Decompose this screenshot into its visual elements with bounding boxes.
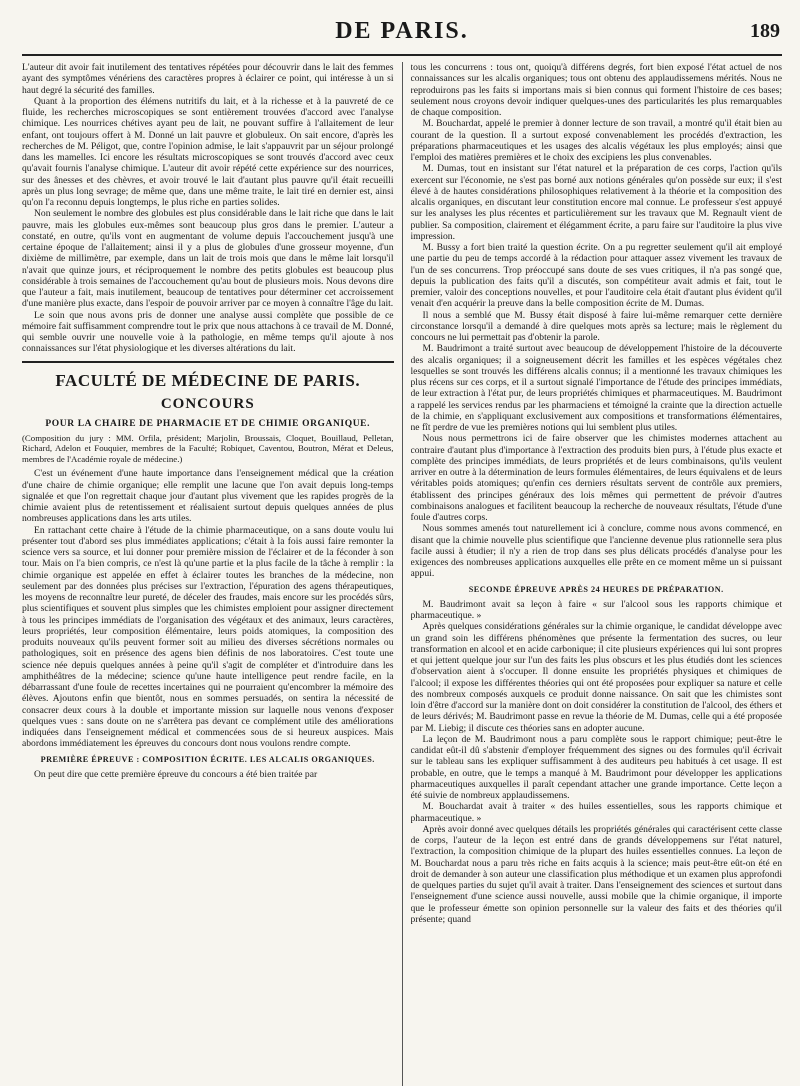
paragraph: M. Bouchardat avait à traiter « des huiles essentielles, sous les rapports chimique et pharmaceutique. » xyxy=(410,801,782,824)
paragraph: Nous nous permettrons ici de faire observer que les chimistes modernes attachent au contraire d'autant plus d'importance à l'extraction des produits bien purs, à l'étude plus exacte et complète des principes immédiats, de leurs propriétés et de leurs combinaisons, qu'ils veulent arriver en outre à la détermination de leurs formules élémentaires, de leurs équivalens et de leurs véritables poids atomiques; qu'enfin ces derniers résultats servent de contrôle aux premiers, établissent des principes généraux des lois mêmes qui permettent de prévoir d'autres combinaisons analogues et facilitent beaucoup la recherche de nouveaux résultats, l'étude d'une foule d'autres corps. xyxy=(410,433,782,523)
paragraph: Après quelques considérations générales sur la chimie organique, le candidat développe avec un grand soin les différens phénomènes que présente la fermentation des sucres, ou leur transformation en alcool et en acide carbonique; il cite plusieurs expériences qui lui sont propres et qui jettent quelque jour sur l'un des faits les plus obscurs et les plus étudiés dont les sciences d'observation aient à s'occuper. Il donne ensuite les propriétés physiques et chimiques de l'alcool; il expose les différentes théories qui ont été proposées pour expliquer sa nature et celle des nombreux composés auxquels ce produit donne naissance. On sait que les chimistes sont loin d'être d'accord sur la manière dont on doit considérer la constitution de l'alcool, des éthers et de leurs dérivés; M. Baudrimont passe en revue la théorie de M. Dumas, celle qui a été proposée par M. Liebig; il discute ces théories sans en adopter aucune. xyxy=(410,621,782,734)
paragraph: tous les concurrens : tous ont, quoiqu'à différens degrés, fort bien exposé l'état actuel de nos connaissances sur les alcalis organiques; tous ont obtenu des applaudissemens mérités. Nous ne reproduirons pas les faits si importans mais si bien connus qui forment l'histoire de ces bases; seulement nous croyons devoir indiquer quelques-unes des particularités les plus remarquables de chaque composition. xyxy=(410,62,782,118)
paragraph: M. Dumas, tout en insistant sur l'état naturel et la préparation de ces corps, l'action qu'ils exercent sur l'économie, ne s'est pas borné aux notions générales qu'on possède sur eux; il s'est élevé à de hautes considérations philosophiques relativement à la théorie et la composition des alcalis organiques, en discutant leur constitution encore mal connue. Le professeur s'est appuyé sur les analyses les plus récentes et particulièrement sur les travaux que M. Regnault vient de publier. Sa composition, clairement et élégamment écrite, a paru faire sur l'auditoire la plus vive impression. xyxy=(410,163,782,242)
running-head xyxy=(22,14,782,56)
left-column xyxy=(22,62,403,1086)
paragraph: M. Baudrimont a traité surtout avec beaucoup de développement l'histoire de la découverte des alcalis organiques; il a soigneusement décrit les familles et les espèces végétales chez lesquelles se sont trouvés les différens alcalis connus; il a mentionné les travaux chimiques les plus récens sur ces corps, et il a surtout signalé l'importance de l'étude des principes immédiats, de leur extraction à l'état pur, de leurs propriétés chimiques et pharmaceutiques. M. Baudrimont a rappelé les services rendus par les pharmaciens et témoigné la crainte que la direction actuelle de la chimie, en s'appliquant exclusivement aux compositions et transformations élémentaires, ne fît perdre de vue les premières notions qui lui semblent plus utiles. xyxy=(410,343,782,433)
paragraph: En rattachant cette chaire à l'étude de la chimie pharmaceutique, on a sans doute voulu lui présenter tout d'abord ses plus immédiates applications; c'était à la fois aussi faire remonter la science vers sa source, et lui donner pour première mission de l'éclairer et de la féconder à son tour. Mais on l'a bien compris, ce n'est là qu'une partie et la plus facile de la tâche à remplir : la chimie organique est appelée en effet à éclairer toutes les branches de la médecine, non seulement par des données plus précises sur l'extraction, l'épuration des agens thérapeutiques, les moyens de reconnaître leur pureté, de déceler des fraudes, mais encore sur les procédés sûrs, plus scientifiques et souvent plus simples que les chimistes emploient pour assigner directement à tous les principes immédiats de l'organisation des végétaux et des animaux, leurs caractères, leurs propriétés, leur composition élémentaire, leurs poids atomiques, la composition des produits nouveaux qu'ils peuvent former soit au milieu des diverses sécrétions normales ou pathologiques, soit en présence des agens bien définis de nos laboratoires. C'est toute une science née depuis quelques années à peine qu'il s'agit de compléter et d'introduire dans les amphithéâtres de la médecine; science qu'une haute intelligence peut rendre facile, en la débarrassant d'une foule de recettes incertaines qui ne pourraient qu'encombrer la mémoire des élèves. Ajoutons enfin que bientôt, nous en sommes persuadés, on sentira la nécessité de consacrer deux cours à la double et importante mission sur laquelle nous venons d'exposer quelques vues : sans doute on ne s'arrêtera pas devant ce complément utile des améliorations indiquées dans l'enseignement médical et commencées sous de si heureux auspices. Mais abordons immédiatement les épreuves du concours dont nous voulons rendre compte. xyxy=(22,524,394,750)
paragraph: La leçon de M. Baudrimont nous a paru complète sous le rapport chimique; peut-être le candidat eût-il dû s'abstenir d'employer fréquemment des signes ou des formules qu'il écrivait sur le tableau sans les expliquer suffisamment à des auditeurs peu habitués à cet usage. Il est probable, en outre, que le temps a manqué à M. Baudrimont pour développer les applications pharmaceutiques auxquelles il paraît cependant attacher une grande importance. Cette leçon a été suivie de nombreux applaudissemens. xyxy=(410,733,782,801)
paragraph: M. Baudrimont avait sa leçon à faire « sur l'alcool sous les rapports chimique et pharmaceutique. » xyxy=(410,598,782,621)
exam-heading: PREMIÈRE ÉPREUVE : COMPOSITION ÉCRITE. LES ALCALIS ORGANIQUES. xyxy=(40,754,375,764)
section-title: FACULTÉ DE MÉDECINE DE PARIS. xyxy=(55,370,361,390)
paragraph: C'est un événement d'une haute importance dans l'enseignement médical que la création d'une chaire de chimie organique; elle remplit une lacune que l'on avait depuis long-temps signalée et que l'on regrettait chaque jour d'autant plus vivement que les rapides progrès de la chimie avaient plus de retentissement et réalisaient surtout depuis quelques années de plus nombreuses applications dans les arts utiles. xyxy=(22,468,394,525)
jury-composition: (Composition du jury : MM. Orfila, président; Marjolin, Broussais, Cloquet, Bouillaud, Pelletan, Richard, Adelon et Fouquier, membres de la Faculté; Robiquet, Caventou, Boutron, Mérat et Deleus, membres de l'Académie royale de médecine.) xyxy=(22,432,394,464)
paragraph: M. Bouchardat, appelé le premier à donner lecture de son travail, a montré qu'il était bien au courant de la question. Il a surtout exposé convenablement les procédés d'extraction, les préparations pharmaceutiques et les usages des alcalis végétaux les plus employés; ainsi que l'emploi des matières premières et le choix des excipiens les plus convenables. xyxy=(410,118,782,163)
page-number: 189 xyxy=(750,20,780,42)
paragraph: Il nous a semblé que M. Bussy était disposé à faire lui-même remarquer cette dernière circonstance lorsqu'il a demandé à dire quelques mots après sa lecture; mais le règlement du concours ne lui permettait pas d'obtenir la parole. xyxy=(410,309,782,343)
section-divider xyxy=(22,361,394,363)
exam-heading: SECONDE ÉPREUVE APRÈS 24 HEURES DE PRÉPARATION. xyxy=(468,584,724,594)
paragraph: Quant à la proportion des élémens nutritifs du lait, et à la richesse et à la pauvreté de ce fluide, les recherches microscopiques se sont entièrement trouvées d'accord avec l'analyse chimique. Les nourrices chétives ayant peu de lait, ne pouvant suffire à l'allaitement de leur enfant, ont toujours offert à M. Donné un lait pauvre et globuleux. On sait encore, d'après les recherches de M. Péligot, que, contre l'opinion admise, le lait s'appauvrit par un séjour prolongé dans les mamelles. Ici encore les résultats microscopiques se sont trouvés d'accord avec ceux qu'avait fournis l'analyse chimique. L'auteur dit avoir répété cette expérience sur des nourrices, sur des ânesses et des chèvres, et avoir trouvé le lait d'autant plus pauvre qu'il était recueilli après un plus long sevrage; de même que, dans une même traite, le lait tiré en dernier est, ainsi qu'on l'a reconnu depuis longtemps, le plus riche en parties solides. xyxy=(22,95,394,208)
paragraph: On peut dire que cette première épreuve du concours a été bien traitée par xyxy=(34,768,318,780)
paragraph: L'auteur dit avoir fait inutilement des tentatives répétées pour découvrir dans le lait des femmes ayant des symptômes vénériens des caractères propres à éclairer ce point, qui intéresse à un si haut degré la sécurité des familles. xyxy=(22,62,394,96)
paragraph: Non seulement le nombre des globules est plus considérable dans le lait riche que dans le lait pauvre, mais les globules eux-mêmes sont beaucoup plus gros dans le premier. L'auteur a constaté, en outre, qu'ils vont en augmentant de volume depuis l'accouchement jusqu'à une certaine époque de l'allaitement; ainsi il y a plus de globules d'une grosseur moyenne, d'un dixième de millimètre, par exemple, dans un lait de trois mois que dans le même lait lorsqu'il n'avait que quinze jours, et réciproquement le nombre des petits globules est beaucoup plus considérable à trois semaines de l'accouchement qu'au bout de plusieurs mois. Nous devons dire que l'auteur a fait, mais inutilement, beaucoup de tentatives pour déterminer cet accroissement d'une manière plus exacte, dans l'espoir de pouvoir arriver par ce moyen à connaître l'âge du lait. xyxy=(22,208,394,310)
text-columns xyxy=(22,62,782,1086)
right-column xyxy=(411,62,783,1086)
paragraph: M. Bussy a fort bien traité la question écrite. On a pu regretter seulement qu'il ait employé une partie du peu de temps accordé à la rédaction pour attaquer assez vivement les travaux de l'un de ses concurrens. Trop préoccupé sans doute de ses vues critiques, il n'a pas songé que, depuis la publication des faits qu'il a discutés, son compétiteur avait admis et fait, tout le premier, valoir des conceptions nouvelles, et pour l'auditoire cela était d'autant plus évident qu'il venait d'en acquérir la preuve dans la belle composition écrite de M. Dumas. xyxy=(410,242,782,310)
paragraph: Après avoir donné avec quelques détails les propriétés générales qui caractérisent cette classe de corps, l'auteur de la leçon est entré dans de grands développemens sur l'état naturel, l'extraction, la composition chimique de la plupart des huiles essentielles connues. La leçon de M. Bouchardat nous a paru très riche en faits acquis à la science; mais peut-être eût-on été en droit de demander à son auteur une classification plus méthodique et un examen plus approfondi de quelques parties du sujet qu'il avait à traiter. Dans l'enseignement des sciences et surtout dans l'enseignement d'une science aussi nouvelle, aussi mobile que la chimie organique, il importe que le professeur émette son opinion personnelle sur la valeur des faits et des théories qu'il présente; quand xyxy=(410,823,782,925)
chair-heading: POUR LA CHAIRE DE PHARMACIE ET DE CHIMIE ORGANIQUE. xyxy=(45,418,371,429)
section-subtitle: CONCOURS xyxy=(160,395,255,412)
paragraph: Le soin que nous avons pris de donner une analyse aussi complète que possible de ce mémoire fait suffisamment comprendre tout le prix que nous attachons à ce travail de M. Donné, qui semble ouvrir une nouvelle voie à la pathologie, en même temps qu'il ajoute à nos connaissances sur l'état physiologique et les diverses altérations du lait. xyxy=(22,309,394,355)
paragraph: Nous sommes amenés tout naturellement ici à conclure, comme nous avons commencé, en disant que la chimie nouvelle plus scientifique que l'ancienne devenue plus rationnelle sera plus facile aussi à étudier; il n'y a rien de trop dans ses plus délicats procédés d'analyse pour les exigences des nombreuses applications auxquelles elle prête en ce moment même un si puissant appui. xyxy=(410,523,782,580)
page-title: DE PARIS. xyxy=(335,18,469,44)
